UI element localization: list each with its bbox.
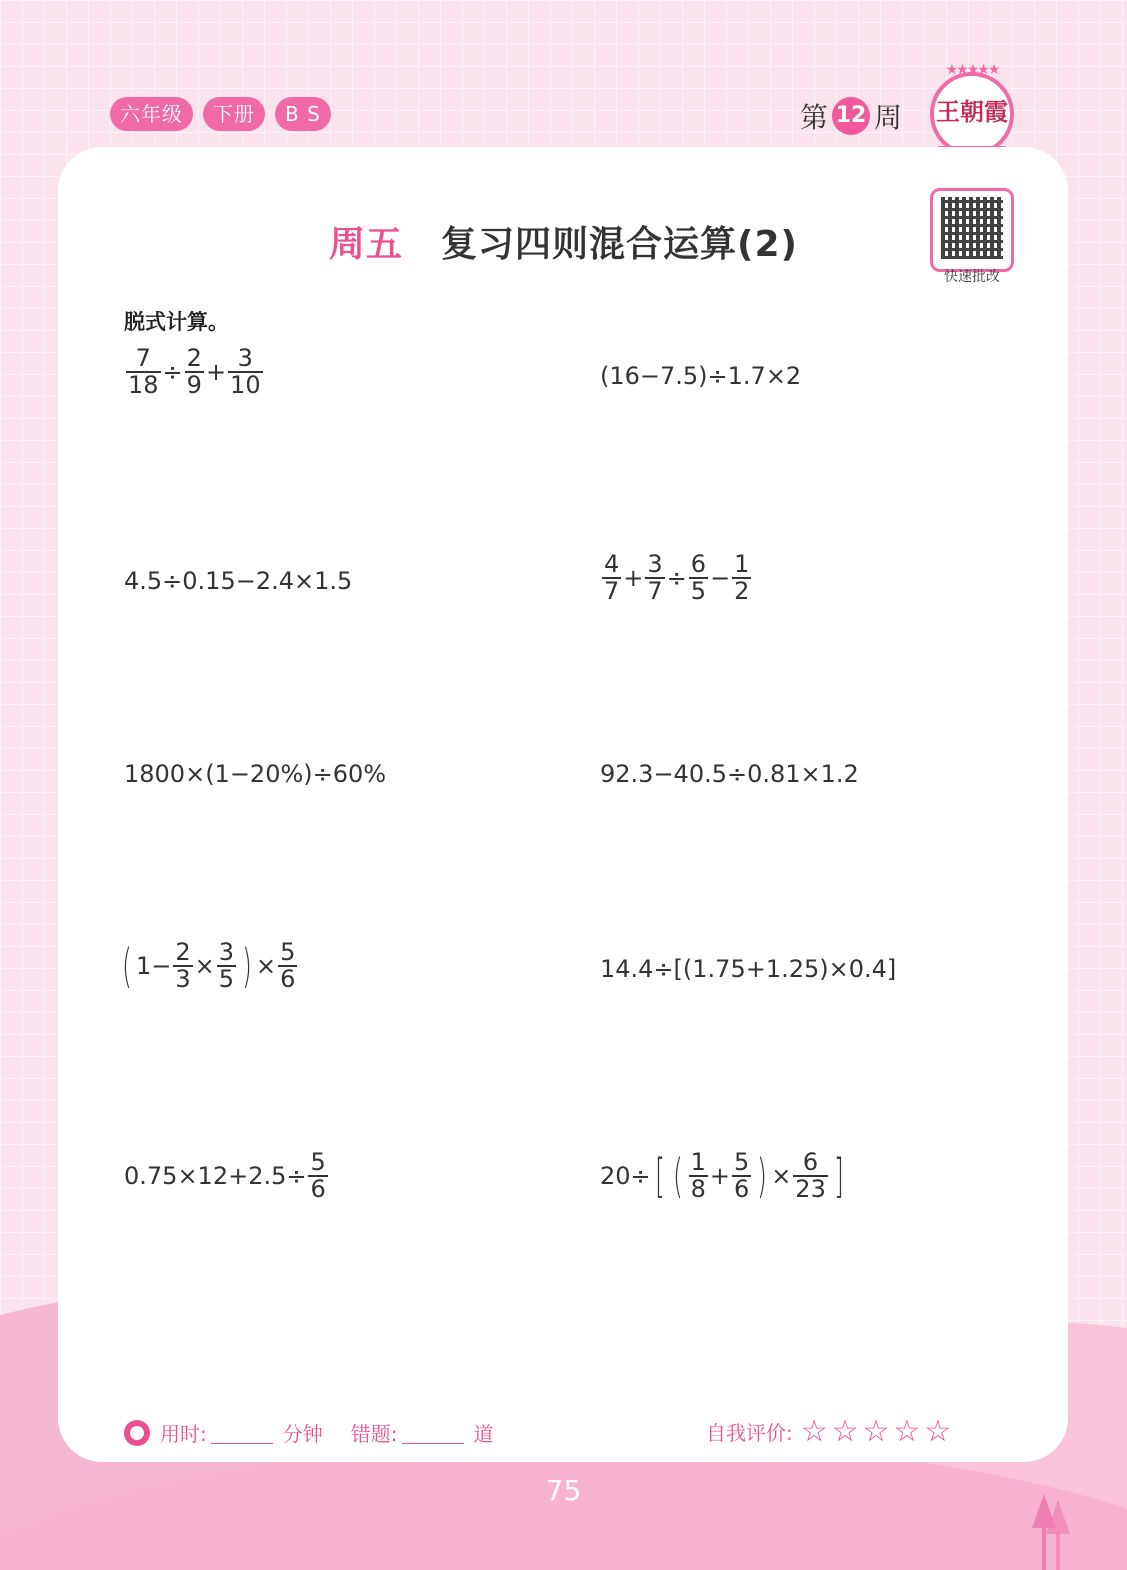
operator: ÷ <box>162 358 183 387</box>
worksheet-card <box>58 147 1068 1462</box>
grade-tags <box>110 97 331 131</box>
fraction: $\frac{7}{18}$ <box>128 344 159 400</box>
right-bracket: ] <box>833 1149 844 1204</box>
fraction: $\frac{3}{10}$ <box>230 344 261 400</box>
left-paren: ( <box>122 939 132 994</box>
problem-9 <box>124 1150 330 1202</box>
page-number: 75 <box>545 1474 582 1507</box>
week-prefix: 第 <box>800 101 829 134</box>
right-paren: ) <box>757 1149 768 1204</box>
operator: − <box>710 564 731 593</box>
fraction: $\frac{1}{8}$ <box>690 1148 706 1204</box>
fraction: $\frac{4}{7}$ <box>604 550 620 606</box>
self-eval-label: 自我评价: <box>706 1421 793 1445</box>
time-record <box>124 1418 494 1447</box>
week-indicator <box>800 96 902 136</box>
problem-3: 4.5÷0.15−2.4×1.5 <box>124 567 353 595</box>
operator: + <box>623 564 644 593</box>
time-unit: 分钟 <box>282 1422 323 1446</box>
problem-8: 14.4÷[(1.75+1.25)×0.4] <box>600 955 897 983</box>
fraction: $\frac{2}{3}$ <box>175 938 191 994</box>
operator: × <box>194 952 215 981</box>
expr-lead: 1− <box>135 952 172 981</box>
problem-1 <box>124 346 265 398</box>
problem-2: (16−7.5)÷1.7×2 <box>600 362 802 390</box>
fraction: $\frac{3}{7}$ <box>647 550 663 606</box>
operator: + <box>205 358 227 387</box>
title-text: 复习四则混合运算(2) <box>441 224 798 265</box>
fraction: $\frac{2}{9}$ <box>186 344 202 400</box>
arrow-shaft <box>1056 1532 1060 1570</box>
stopwatch-icon <box>124 1420 150 1446</box>
logo-text: 王朝霞 <box>936 97 1008 126</box>
instruction: 脱式计算。 <box>124 310 229 334</box>
errors-blank[interactable] <box>402 1421 464 1444</box>
edition-tag: B S <box>275 97 331 131</box>
errors-label: 错题: <box>350 1422 398 1446</box>
fraction: $\frac{1}{2}$ <box>734 550 750 606</box>
operator: × <box>771 1162 792 1191</box>
fraction: $\frac{3}{5}$ <box>218 938 235 994</box>
problem-6: 92.3−40.5÷0.81×1.2 <box>600 760 859 788</box>
time-blank[interactable] <box>211 1421 273 1444</box>
brand-logo <box>930 62 1014 156</box>
fraction: $\frac{5}{6}$ <box>310 1148 326 1204</box>
time-label: 用时: <box>160 1422 207 1446</box>
arrow-up-icon <box>1046 1500 1070 1534</box>
problem-4 <box>600 552 753 604</box>
fraction: $\frac{6}{23}$ <box>795 1148 826 1204</box>
qr-label: 快速批改 <box>944 269 1000 285</box>
self-evaluation <box>706 1414 955 1449</box>
qr-code-icon <box>941 197 1003 259</box>
left-bracket: [ <box>654 1149 665 1204</box>
logo-stars-icon: ★★★★★ <box>945 62 999 78</box>
rating-stars-icon[interactable]: ☆☆☆☆☆ <box>800 1414 956 1449</box>
fraction: $\frac{6}{5}$ <box>690 550 707 606</box>
errors-unit: 道 <box>473 1422 494 1446</box>
operator: × <box>255 952 277 981</box>
week-number: 12 <box>832 97 870 135</box>
week-suffix: 周 <box>874 101 903 134</box>
operator: ÷ <box>666 564 687 593</box>
fraction: $\frac{5}{6}$ <box>280 938 296 994</box>
qr-code[interactable] <box>930 188 1014 272</box>
problem-5: 1800×(1−20%)÷60% <box>124 760 387 788</box>
title-day: 周五 <box>329 224 404 265</box>
volume-tag: 下册 <box>203 97 265 131</box>
problem-7 <box>118 940 299 992</box>
right-paren: ) <box>242 939 252 994</box>
expr-lead: 20÷ <box>600 1162 651 1191</box>
left-paren: ( <box>672 1149 683 1204</box>
operator: + <box>709 1162 730 1191</box>
grade-tag: 六年级 <box>110 97 193 131</box>
problem-10 <box>600 1150 848 1202</box>
expr-lead: 0.75×12+2.5÷ <box>124 1162 307 1191</box>
fraction: $\frac{5}{6}$ <box>733 1148 750 1204</box>
